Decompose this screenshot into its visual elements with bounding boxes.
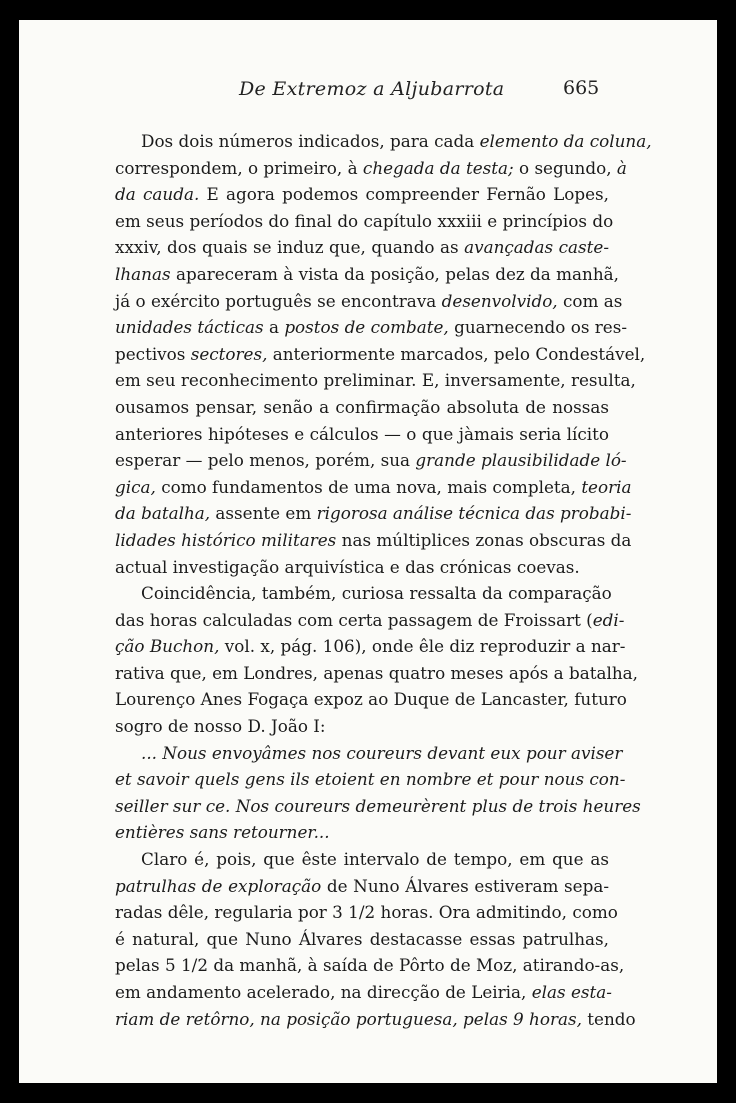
- italic-text: à: [616, 157, 627, 178]
- italic-text: postos de combate,: [284, 317, 449, 338]
- text-line: [115, 288, 623, 315]
- italic-text: patrulhas de exploração: [115, 875, 322, 896]
- italic-text: lhanas: [115, 263, 171, 284]
- italic-text: lidades histórico militares: [115, 529, 337, 550]
- text-line: [115, 766, 626, 793]
- text-run: das horas calculadas com certa passagem de Froissart (: [115, 609, 593, 630]
- text-line: [115, 926, 609, 953]
- text-line: [115, 128, 652, 155]
- text-line: [115, 421, 609, 448]
- text-run: Dos dois números indicados, para cada: [141, 131, 480, 151]
- text-run: em andamento acelerado, na direcção de Leiria,: [115, 982, 532, 1002]
- italic-text: grande plausibilidade ló-: [415, 450, 627, 471]
- text-line: [115, 208, 614, 235]
- froissart-quote: [115, 740, 641, 846]
- text-line: [115, 367, 636, 394]
- page-number: 665: [563, 77, 600, 99]
- book-page: [19, 20, 717, 1083]
- text-run: em seu reconhecimento preliminar. E, inversamente, resulta,: [115, 370, 636, 391]
- italic-text: da cauda.: [115, 184, 200, 205]
- text-line: [115, 474, 632, 501]
- italic-text: chegada da testa;: [362, 157, 514, 178]
- text-run: ... Nous envoyâmes nos coureurs devant eux pour aviser: [141, 742, 623, 763]
- text-line: [115, 447, 627, 474]
- text-line: [115, 181, 609, 208]
- text-run: correspondem, o primeiro, à: [115, 157, 363, 178]
- text-line: [115, 341, 646, 368]
- text-run: sogro de nosso D. João I:: [115, 716, 326, 737]
- text-run: guarnecendo os res-: [448, 317, 628, 338]
- text-line: [115, 660, 638, 687]
- paragraph: [115, 128, 652, 580]
- italic-text: edi-: [592, 609, 625, 630]
- text-line: [115, 819, 609, 846]
- text-run: et savoir quels gens ils etoient en nombre et pour nous con-: [115, 769, 626, 790]
- text-line: [115, 633, 626, 660]
- text-run: pelas 5 1/2 da manhã, à saída de Pôrto de Moz, atirando-as,: [115, 955, 625, 976]
- text-run: actual investigação arquivística e das crónicas coevas.: [115, 556, 580, 577]
- text-run: nas múltiplices zonas obscuras da: [336, 529, 632, 550]
- italic-text: da batalha,: [115, 503, 211, 524]
- italic-text: avançadas caste-: [464, 237, 610, 258]
- paragraph: [115, 846, 636, 1032]
- text-run: Claro é, pois, que êste intervalo de tempo, em que as: [141, 849, 609, 870]
- text-run: esperar — pelo menos, porém, sua: [115, 450, 416, 471]
- text-run: pectivos: [115, 343, 191, 364]
- text-line: [115, 554, 609, 581]
- text-run: Coincidência, também, curiosa ressalta da comparação: [141, 583, 612, 604]
- text-run: a: [263, 317, 285, 338]
- italic-text: desenvolvido,: [441, 290, 558, 311]
- text-line: [115, 234, 609, 261]
- text-line: [115, 740, 623, 767]
- text-run: ousamos pensar, senão a confirmação absoluta de nossas: [115, 396, 609, 417]
- italic-text: riam de retôrno, na posição portuguesa, pelas 9 horas,: [115, 1008, 582, 1029]
- italic-text: elemento da coluna,: [479, 131, 652, 151]
- text-line: [115, 952, 625, 979]
- italic-text: unidades tácticas: [115, 317, 264, 338]
- text-line: [115, 527, 632, 554]
- text-line: [115, 394, 609, 421]
- text-run: com as: [557, 290, 623, 311]
- text-run: de Nuno Álvares estiveram sepa-: [321, 875, 609, 896]
- text-line: [115, 607, 625, 634]
- text-line: [115, 899, 618, 926]
- text-line: [115, 155, 627, 182]
- text-line: [115, 846, 609, 873]
- text-line: [115, 500, 632, 527]
- text-line: [115, 261, 620, 288]
- body-text: [115, 128, 652, 1032]
- text-run: xxxiv, dos quais se induz que, quando as: [115, 237, 465, 258]
- text-run: como fundamentos de uma nova, mais completa,: [155, 476, 582, 497]
- text-line: [115, 314, 628, 341]
- running-header-title: De Extremoz a Aljubarrota: [239, 78, 505, 100]
- italic-text: gica,: [115, 476, 156, 497]
- text-line: [115, 873, 609, 900]
- text-run: entières sans retourner...: [115, 822, 330, 843]
- text-run: o segundo,: [513, 157, 617, 178]
- text-line: [115, 686, 627, 713]
- text-run: assente em: [210, 503, 317, 524]
- italic-text: teoria: [581, 476, 632, 497]
- text-run: anteriores hipóteses e cálculos — o que jàmais seria lícito: [115, 423, 609, 444]
- text-run: Lourenço Anes Fogaça expoz ao Duque de Lancaster, futuro: [115, 689, 627, 710]
- text-run: em seus períodos do final do capítulo xxxiii e princípios do: [115, 210, 614, 231]
- text-run: apareceram à vista da posição, pelas dez da manhã,: [170, 263, 620, 284]
- text-line: [115, 979, 612, 1006]
- text-run: já o exército português se encontrava: [115, 290, 442, 311]
- text-run: anteriormente marcados, pelo Condestável,: [267, 343, 646, 364]
- text-line: [115, 713, 609, 740]
- text-line: [115, 580, 612, 607]
- text-line: [115, 793, 641, 820]
- text-run: é natural, que Nuno Álvares destacasse essas patrulhas,: [115, 928, 609, 949]
- text-run: vol. x, pág. 106), onde êle diz reproduzir a nar-: [219, 636, 626, 657]
- text-run: tendo: [581, 1008, 636, 1029]
- italic-text: sectores,: [190, 343, 268, 364]
- text-run: seiller sur ce. Nos coureurs demeurèrent plus de trois heures: [115, 795, 641, 816]
- italic-text: elas esta-: [531, 982, 612, 1002]
- text-run: rativa que, em Londres, apenas quatro meses após a batalha,: [115, 662, 638, 683]
- paragraph: [115, 580, 638, 740]
- italic-text: ção Buchon,: [115, 636, 220, 657]
- text-run: radas dêle, regularia por 3 1/2 horas. Ora admitindo, como: [115, 902, 618, 923]
- text-line: [115, 1006, 636, 1033]
- italic-text: rigorosa análise técnica das probabi-: [316, 503, 632, 524]
- text-run: E agora podemos compreender Fernão Lopes,: [199, 184, 609, 205]
